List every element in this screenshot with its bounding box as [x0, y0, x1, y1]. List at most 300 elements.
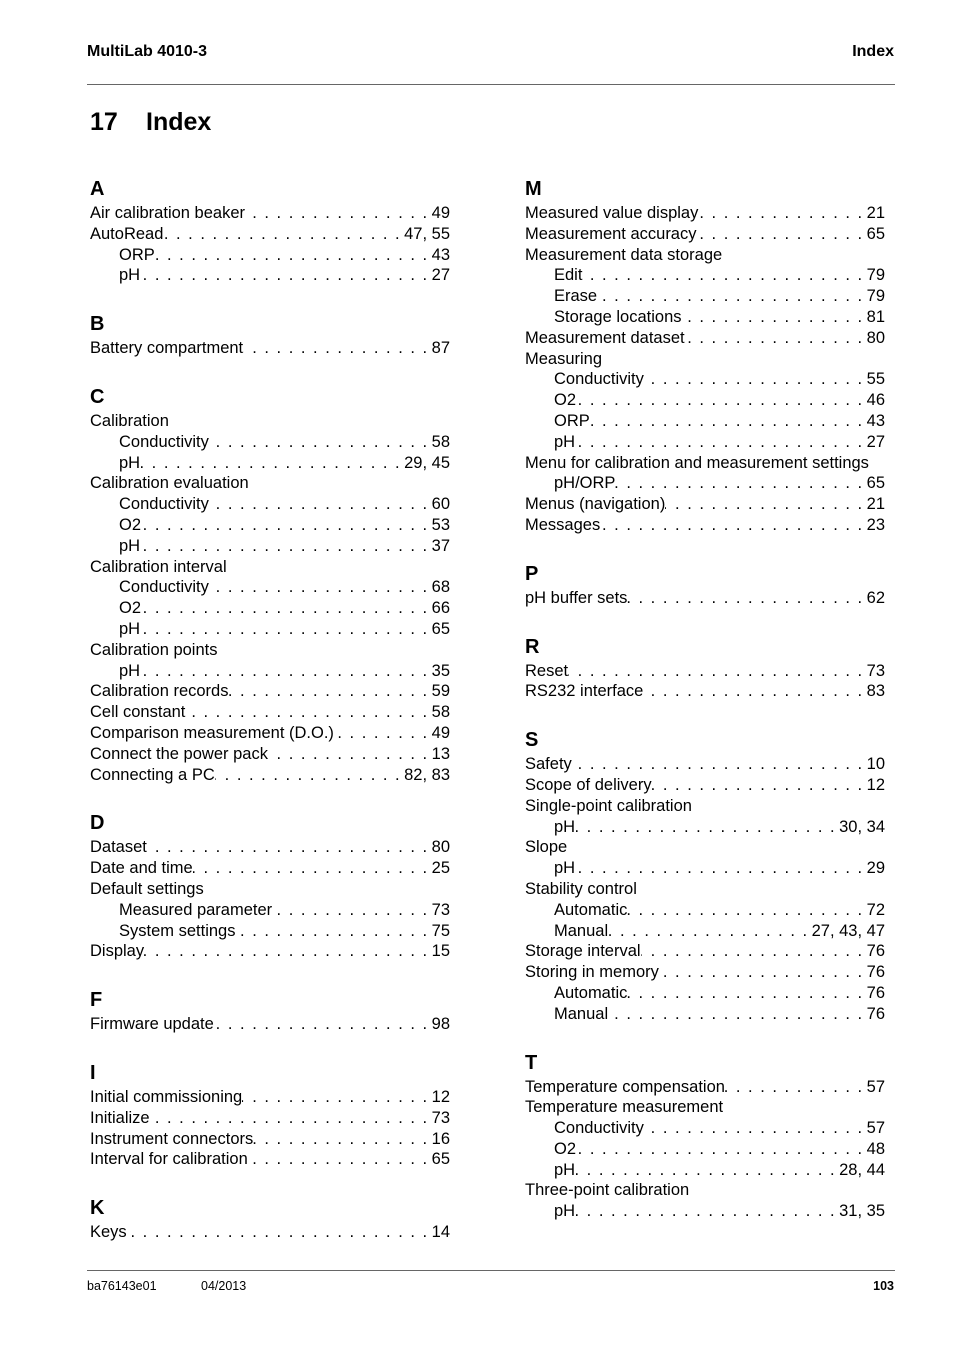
header-rule — [87, 84, 895, 85]
dot-leader — [608, 1004, 867, 1025]
index-subentry — [90, 900, 450, 921]
dot-leader — [627, 983, 866, 1004]
index-section — [90, 986, 450, 1035]
index-subentry — [525, 1118, 885, 1139]
entry-term: Manual — [554, 1004, 609, 1023]
index-entry — [525, 962, 885, 983]
entry-term: pH — [554, 817, 576, 836]
index-entry — [525, 245, 885, 266]
entry-term: Cell constant — [90, 703, 186, 722]
entry-term: Battery compartment — [90, 339, 244, 358]
entry-page-ref: 80 — [866, 328, 885, 347]
running-header-section: Index — [852, 43, 894, 60]
entry-term: Safety — [525, 755, 572, 774]
dot-leader — [652, 775, 867, 796]
footer-date: 04/2013 — [201, 1279, 247, 1293]
section-letter: T — [525, 1051, 538, 1074]
index-section — [525, 633, 885, 703]
chapter-number: 17 — [90, 108, 118, 136]
entry-page-ref: 57 — [866, 1119, 885, 1138]
index-entry — [90, 681, 450, 702]
entry-term: pH — [119, 661, 141, 680]
section-letter: S — [525, 729, 539, 752]
entry-term: Air calibration beaker — [90, 204, 245, 222]
entry-term: Conductivity — [119, 495, 209, 514]
entry-page-ref: 98 — [431, 1015, 450, 1034]
index-subentry — [525, 307, 885, 328]
entry-term: Messages — [525, 515, 601, 534]
index-subentry — [90, 515, 450, 536]
dot-leader — [245, 203, 432, 224]
entry-page-ref: 80 — [431, 838, 450, 857]
dot-leader — [248, 1149, 432, 1170]
dot-leader — [272, 900, 431, 921]
section-letter: P — [525, 562, 539, 585]
dot-leader — [253, 1129, 431, 1150]
dot-leader — [185, 702, 431, 723]
entry-term: pH — [119, 266, 141, 285]
entry-term: Measured parameter — [119, 900, 273, 919]
entry-term: O2 — [119, 599, 142, 618]
entry-page-ref: 14 — [431, 1223, 450, 1242]
index-entry — [525, 754, 885, 775]
index-entry — [90, 473, 450, 494]
dot-leader — [575, 858, 867, 879]
section-letter: K — [90, 1197, 105, 1220]
entry-page-ref: 16 — [431, 1129, 450, 1148]
index-subentry — [525, 900, 885, 921]
dot-leader — [193, 858, 432, 879]
entry-term: Calibration interval — [90, 557, 227, 576]
dot-leader — [141, 515, 432, 536]
index-section — [525, 1049, 885, 1223]
chapter-title: Index — [146, 108, 212, 136]
entry-term: Reset — [525, 661, 569, 680]
page-title — [90, 108, 211, 137]
entry-term: Default settings — [90, 879, 204, 898]
entry-page-ref: 76 — [866, 942, 885, 961]
entry-page-ref: 30, 34 — [839, 817, 885, 836]
entry-term: Three-point calibration — [525, 1181, 690, 1200]
index-subentry — [525, 983, 885, 1004]
dot-leader — [572, 754, 867, 775]
entry-page-ref: 28, 44 — [839, 1160, 885, 1179]
dot-leader — [140, 536, 432, 557]
index-subentry — [525, 432, 885, 453]
dot-leader — [243, 338, 432, 359]
entry-term: Slope — [525, 838, 568, 857]
entry-page-ref: 68 — [431, 578, 450, 597]
index-section — [90, 310, 450, 359]
index-entry — [90, 941, 450, 962]
index-section — [90, 1059, 450, 1170]
entry-page-ref: 58 — [431, 432, 450, 451]
index-subentry — [525, 1139, 885, 1160]
index-entry — [90, 858, 450, 879]
entry-page-ref: 75 — [431, 921, 450, 940]
dot-leader — [582, 265, 866, 286]
dot-leader — [150, 1108, 432, 1129]
entry-term: pH — [554, 432, 576, 451]
entry-page-ref: 46 — [866, 391, 885, 410]
index-entry — [90, 203, 450, 224]
entry-page-ref: 73 — [431, 1108, 450, 1127]
entry-term: Edit — [554, 266, 583, 285]
entry-page-ref: 27 — [866, 432, 885, 451]
entry-page-ref: 29, 45 — [404, 453, 450, 472]
entry-term: O2 — [119, 515, 142, 534]
dot-leader — [576, 1139, 867, 1160]
index-subentry — [90, 598, 450, 619]
entry-page-ref: 25 — [431, 859, 450, 878]
entry-page-ref: 76 — [866, 1004, 885, 1023]
index-entry — [90, 411, 450, 432]
dot-leader — [268, 744, 432, 765]
entry-page-ref: 72 — [866, 900, 885, 919]
index-entry — [525, 203, 885, 224]
dot-leader — [644, 1118, 867, 1139]
entry-page-ref: 79 — [866, 266, 885, 285]
index-subentry — [525, 390, 885, 411]
index-entry — [90, 557, 450, 578]
entry-term: Calibration — [90, 411, 169, 430]
index-column-left — [90, 175, 450, 1267]
entry-term: Measured value display — [525, 204, 699, 222]
index-entry — [525, 588, 885, 609]
dot-leader — [140, 265, 432, 286]
entry-page-ref: 87 — [431, 339, 450, 358]
dot-leader — [641, 941, 867, 962]
entry-term: Conductivity — [554, 1119, 644, 1138]
dot-leader — [334, 723, 432, 744]
index-section — [90, 1194, 450, 1243]
index-subentry — [525, 858, 885, 879]
entry-term: Initialize — [90, 1108, 150, 1127]
dot-leader — [575, 817, 839, 838]
index-entry — [525, 453, 885, 474]
entry-term: ORP — [119, 245, 155, 264]
index-column-right — [525, 175, 885, 1246]
entry-page-ref: 65 — [866, 224, 885, 243]
entry-page-ref: 79 — [866, 287, 885, 306]
index-subentry — [90, 494, 450, 515]
index-subentry — [90, 536, 450, 557]
dot-leader — [575, 1201, 839, 1222]
entry-page-ref: 27 — [431, 266, 450, 285]
entry-term: O2 — [554, 391, 577, 410]
index-entry — [90, 224, 450, 245]
entry-term: Automatic — [554, 983, 628, 1002]
entry-page-ref: 49 — [431, 204, 450, 222]
index-entry — [90, 1222, 450, 1243]
entry-term: Scope of delivery — [525, 775, 652, 794]
footer-page-number: 103 — [873, 1279, 894, 1293]
index-subentry — [525, 1201, 885, 1222]
entry-term: pH — [119, 536, 141, 555]
dot-leader — [141, 598, 432, 619]
entry-page-ref: 76 — [866, 963, 885, 982]
dot-leader — [147, 837, 432, 858]
entry-term: System settings — [119, 921, 236, 940]
entry-term: Single-point calibration — [525, 796, 692, 815]
dot-leader — [235, 921, 431, 942]
index-entry — [90, 765, 450, 786]
dot-leader — [627, 900, 866, 921]
index-entry — [90, 1087, 450, 1108]
entry-term: Calibration records — [90, 682, 229, 701]
index-entry — [525, 1097, 885, 1118]
entry-page-ref: 29 — [866, 859, 885, 878]
entry-term: Interval for calibration — [90, 1150, 248, 1169]
dot-leader — [214, 1014, 432, 1035]
index-section — [525, 560, 885, 609]
dot-leader — [575, 1160, 839, 1181]
entry-page-ref: 73 — [431, 900, 450, 919]
dot-leader — [615, 473, 866, 494]
index-subentry — [525, 1004, 885, 1025]
dot-leader — [155, 245, 432, 266]
index-section — [525, 175, 885, 536]
index-subentry — [90, 432, 450, 453]
entry-page-ref: 23 — [866, 515, 885, 534]
index-entry — [525, 837, 885, 858]
entry-term: Instrument connectors — [90, 1129, 254, 1148]
section-letter: R — [525, 635, 540, 658]
index-entry — [90, 702, 450, 723]
index-subentry — [525, 411, 885, 432]
dot-leader — [643, 681, 866, 702]
entry-page-ref: 27, 43, 47 — [811, 921, 885, 940]
index-entry — [90, 879, 450, 900]
index-entry — [525, 681, 885, 702]
index-entry — [90, 1149, 450, 1170]
entry-term: Automatic — [554, 900, 628, 919]
entry-page-ref: 65 — [431, 619, 450, 638]
index-subentry — [90, 921, 450, 942]
section-letter: D — [90, 812, 105, 835]
index-subentry — [90, 453, 450, 474]
entry-term: Calibration points — [90, 640, 218, 659]
entry-page-ref: 53 — [431, 515, 450, 534]
entry-page-ref: 58 — [431, 703, 450, 722]
entry-page-ref: 60 — [431, 495, 450, 514]
entry-page-ref: 13 — [431, 744, 450, 763]
entry-term: Comparison measurement (D.O.) — [90, 723, 334, 742]
entry-term: Manual — [554, 921, 609, 940]
index-entry — [525, 328, 885, 349]
entry-page-ref: 82, 83 — [404, 765, 450, 784]
entry-page-ref: 43 — [866, 411, 885, 430]
index-entry — [525, 775, 885, 796]
entry-term: Measurement accuracy — [525, 224, 697, 243]
entry-term: RS232 interface — [525, 682, 644, 701]
index-entry — [525, 941, 885, 962]
dot-leader — [600, 515, 866, 536]
entry-page-ref: 55 — [866, 370, 885, 389]
section-letter: F — [90, 989, 103, 1012]
entry-term: pH — [554, 859, 576, 878]
index-subentry — [525, 1160, 885, 1181]
entry-page-ref: 31, 35 — [839, 1202, 885, 1221]
entry-page-ref: 62 — [866, 588, 885, 607]
dot-leader — [627, 588, 866, 609]
index-entry — [525, 796, 885, 817]
index-entry — [90, 640, 450, 661]
dot-leader — [644, 369, 867, 390]
index-subentry — [525, 369, 885, 390]
dot-leader — [725, 1077, 867, 1098]
entry-page-ref: 21 — [866, 495, 885, 514]
index-entry — [90, 723, 450, 744]
index-entry — [90, 837, 450, 858]
dot-leader — [597, 286, 867, 307]
entry-page-ref: 12 — [866, 775, 885, 794]
entry-page-ref: 37 — [431, 536, 450, 555]
entry-term: Display — [90, 942, 145, 961]
index-entry — [90, 1129, 450, 1150]
dot-leader — [242, 1087, 431, 1108]
index-section — [525, 726, 885, 1024]
entry-term: Connecting a PC — [90, 765, 215, 784]
entry-term: Erase — [554, 287, 598, 306]
entry-term: Storage locations — [554, 307, 682, 326]
dot-leader — [685, 328, 867, 349]
entry-term: AutoRead — [90, 224, 164, 243]
entry-page-ref: 76 — [866, 983, 885, 1002]
entry-page-ref: 12 — [431, 1087, 450, 1106]
index-subentry — [90, 619, 450, 640]
index-subentry — [525, 817, 885, 838]
index-entry — [90, 744, 450, 765]
entry-term: Firmware update — [90, 1015, 214, 1034]
index-section — [90, 383, 450, 785]
index-entry — [525, 879, 885, 900]
entry-term: Calibration evaluation — [90, 474, 249, 493]
running-header-product: MultiLab 4010-3 — [87, 43, 208, 60]
dot-leader — [697, 224, 867, 245]
entry-term: Storing in memory — [525, 963, 659, 982]
index-subentry — [90, 661, 450, 682]
dot-leader — [144, 941, 432, 962]
entry-term: Conductivity — [554, 370, 644, 389]
dot-leader — [590, 411, 867, 432]
entry-term: Initial commissioning — [90, 1087, 243, 1106]
entry-page-ref: 10 — [866, 755, 885, 774]
index-entry — [525, 494, 885, 515]
dot-leader — [659, 962, 867, 983]
dot-leader — [209, 577, 432, 598]
entry-page-ref: 59 — [431, 682, 450, 701]
entry-term: pH — [554, 1202, 576, 1221]
index-entry — [525, 1077, 885, 1098]
entry-term: Connect the power pack — [90, 744, 268, 763]
footer-rule — [87, 1270, 895, 1271]
dot-leader — [140, 453, 404, 474]
dot-leader — [209, 432, 432, 453]
entry-term: Stability control — [525, 879, 637, 898]
entry-term: pH — [119, 619, 141, 638]
index-subentry — [525, 286, 885, 307]
entry-term: Conductivity — [119, 578, 209, 597]
entry-term: ORP — [554, 411, 590, 430]
entry-term: Date and time — [90, 859, 193, 878]
section-letter: A — [90, 178, 105, 200]
dot-leader — [682, 307, 867, 328]
entry-term: pH buffer sets — [525, 588, 628, 607]
entry-page-ref: 47, 55 — [404, 224, 450, 243]
section-letter: M — [525, 178, 542, 200]
index-entry — [525, 224, 885, 245]
index-entry — [525, 349, 885, 370]
index-subentry — [90, 245, 450, 266]
entry-page-ref: 65 — [431, 1150, 450, 1169]
entry-term: Storage interval — [525, 942, 641, 961]
dot-leader — [140, 661, 432, 682]
entry-term: pH — [119, 453, 141, 472]
index-subentry — [525, 921, 885, 942]
entry-term: Measurement dataset — [525, 328, 685, 347]
dot-leader — [140, 619, 432, 640]
dot-leader — [127, 1222, 432, 1243]
entry-term: pH/ORP — [554, 474, 616, 493]
index-entry — [90, 1014, 450, 1035]
entry-page-ref: 83 — [866, 682, 885, 701]
section-letter: I — [90, 1061, 96, 1084]
dot-leader — [228, 681, 431, 702]
index-subentry — [90, 577, 450, 598]
entry-page-ref: 81 — [866, 307, 885, 326]
entry-term: Temperature measurement — [525, 1098, 724, 1117]
section-letter: C — [90, 385, 105, 408]
entry-term: Dataset — [90, 838, 147, 857]
entry-term: O2 — [554, 1139, 577, 1158]
index-subentry — [525, 265, 885, 286]
dot-leader — [568, 661, 867, 682]
dot-leader — [209, 494, 432, 515]
entry-term: Measuring — [525, 349, 603, 368]
entry-page-ref: 73 — [866, 661, 885, 680]
dot-leader — [215, 765, 404, 786]
entry-page-ref: 43 — [431, 245, 450, 264]
index-entry — [525, 515, 885, 536]
index-section — [90, 809, 450, 962]
dot-leader — [698, 203, 866, 224]
index-entry — [90, 338, 450, 359]
index-entry — [525, 1180, 885, 1201]
entry-page-ref: 15 — [431, 942, 450, 961]
index-entry — [90, 1108, 450, 1129]
entry-page-ref: 48 — [866, 1139, 885, 1158]
entry-term: Temperature compensation — [525, 1077, 725, 1096]
index-entry — [525, 661, 885, 682]
index-section — [90, 175, 450, 286]
entry-page-ref: 65 — [866, 474, 885, 493]
footer-doc-id: ba76143e01 — [87, 1279, 157, 1293]
entry-page-ref: 49 — [431, 723, 450, 742]
entry-page-ref: 57 — [866, 1077, 885, 1096]
dot-leader — [163, 224, 404, 245]
entry-page-ref: 35 — [431, 661, 450, 680]
entry-term: Measurement data storage — [525, 245, 723, 264]
dot-leader — [575, 432, 867, 453]
entry-page-ref: 21 — [866, 204, 885, 222]
dot-leader — [608, 921, 811, 942]
index-subentry — [525, 473, 885, 494]
dot-leader — [576, 390, 867, 411]
index-subentry — [90, 265, 450, 286]
entry-term: Menu for calibration and measurement settings — [525, 453, 869, 472]
entry-term: pH — [554, 1160, 576, 1179]
